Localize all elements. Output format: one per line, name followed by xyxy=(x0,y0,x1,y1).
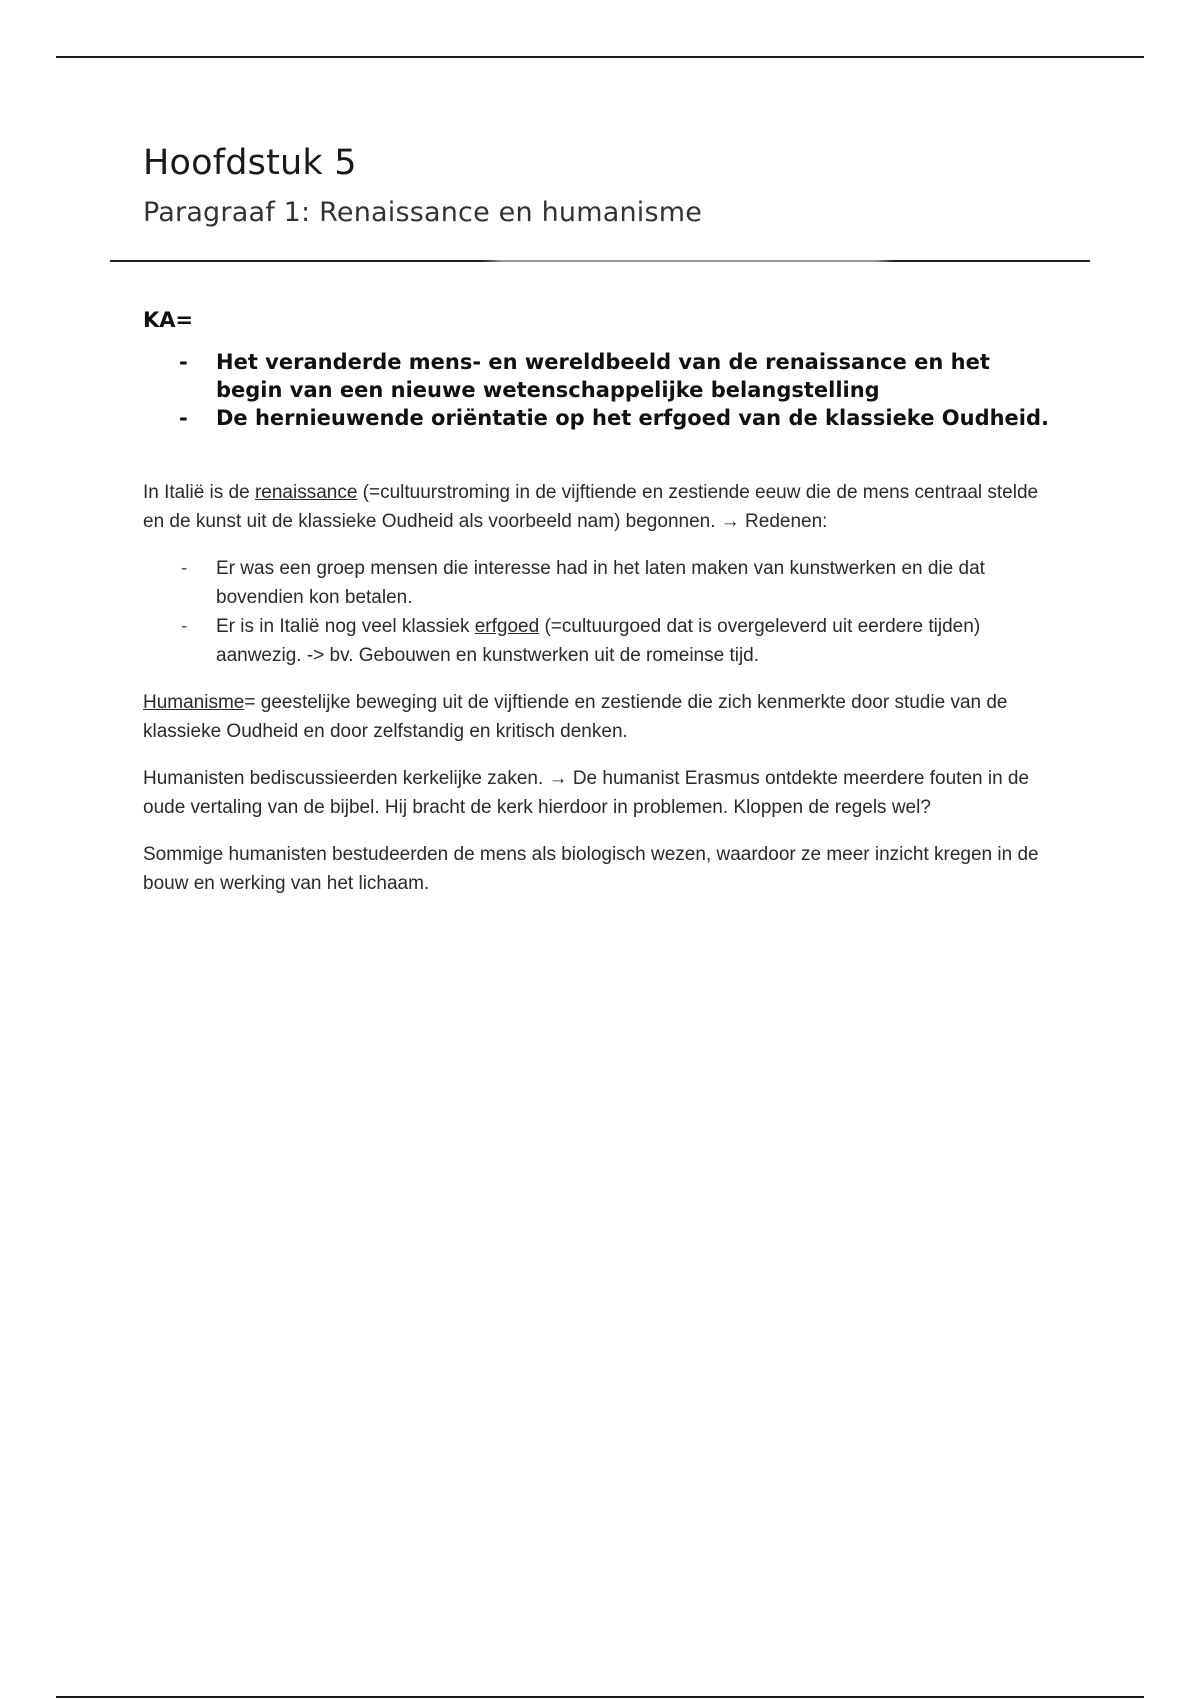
bullet-dash: - xyxy=(179,406,188,430)
humanists-church-paragraph: Humanisten bediscussieerden kerkelijke zaken. → De humanist Erasmus ontdekte meerdere fouten in de oude vertaling van de bijbel. Hij bracht de kerk hierdoor in problemen. Kloppen de regels wel? xyxy=(143,768,1030,818)
bullet-dash: - xyxy=(181,616,188,637)
ka-label: KA= xyxy=(143,308,194,332)
humanists-biology-paragraph: Sommige humanisten bestudeerden de mens als biologisch wezen, waardoor ze meer inzicht kregen in de bouw en werking van het lichaam. xyxy=(143,844,1039,894)
reason-item xyxy=(143,612,1053,670)
ka-list xyxy=(143,348,1053,432)
text-run: (=cultuurgoed dat is overgeleverd uit eerdere tijden) aanwezig. -> bv. Gebouwen en kunstwerken uit de romeinse tijd. xyxy=(216,616,981,666)
text-run: In Italië is de xyxy=(143,482,255,503)
reason-text: Er was een groep mensen die interesse had in het laten maken van kunstwerken en die dat bovendien kon betalen. xyxy=(216,558,985,608)
document-header xyxy=(143,138,1053,232)
bullet-dash: - xyxy=(179,350,188,374)
humanisme-paragraph xyxy=(143,688,1053,746)
reasons-list xyxy=(143,554,1053,670)
text-run: Er is in Italië nog veel klassiek xyxy=(216,616,475,637)
term-renaissance: renaissance xyxy=(254,482,358,503)
term-erfgoed: erfgoed xyxy=(474,616,540,637)
text-run: = geestelijke beweging uit de vijftiende en zestiende die zich kenmerkte door studie van de klassieke Oudheid en door zelfstandig en kritisch denken. xyxy=(143,692,1008,742)
chapter-title: Hoofdstuk 5 xyxy=(143,143,357,183)
term-humanisme: Humanisme xyxy=(143,692,245,713)
section-title: Paragraaf 1: Renaissance en humanisme xyxy=(143,197,703,228)
text-run: (=cultuurstroming in de vijftiende en zestiende eeuw die de mens centraal stelde en de kunst uit de klassieke Oudheid als voorbeeld nam) begonnen. → Redenen: xyxy=(143,482,1039,532)
page-bottom-rule xyxy=(56,1696,1144,1698)
ka-item xyxy=(143,348,1053,404)
ka-item-text: De hernieuwende oriëntatie op het erfgoed van de klassieke Oudheid. xyxy=(216,406,1049,430)
reason-item xyxy=(143,554,1053,612)
title-divider xyxy=(110,260,1090,262)
ka-item-text: Het veranderde mens- en wereldbeeld van de renaissance en het begin van een nieuwe wetenschappelijke belangstelling xyxy=(216,350,990,402)
page-top-rule xyxy=(56,56,1144,58)
key-concepts-block xyxy=(143,306,1053,432)
ka-item xyxy=(143,404,1053,432)
bullet-dash: - xyxy=(181,558,188,579)
renaissance-paragraph xyxy=(143,478,1053,536)
body-text xyxy=(143,478,1053,916)
